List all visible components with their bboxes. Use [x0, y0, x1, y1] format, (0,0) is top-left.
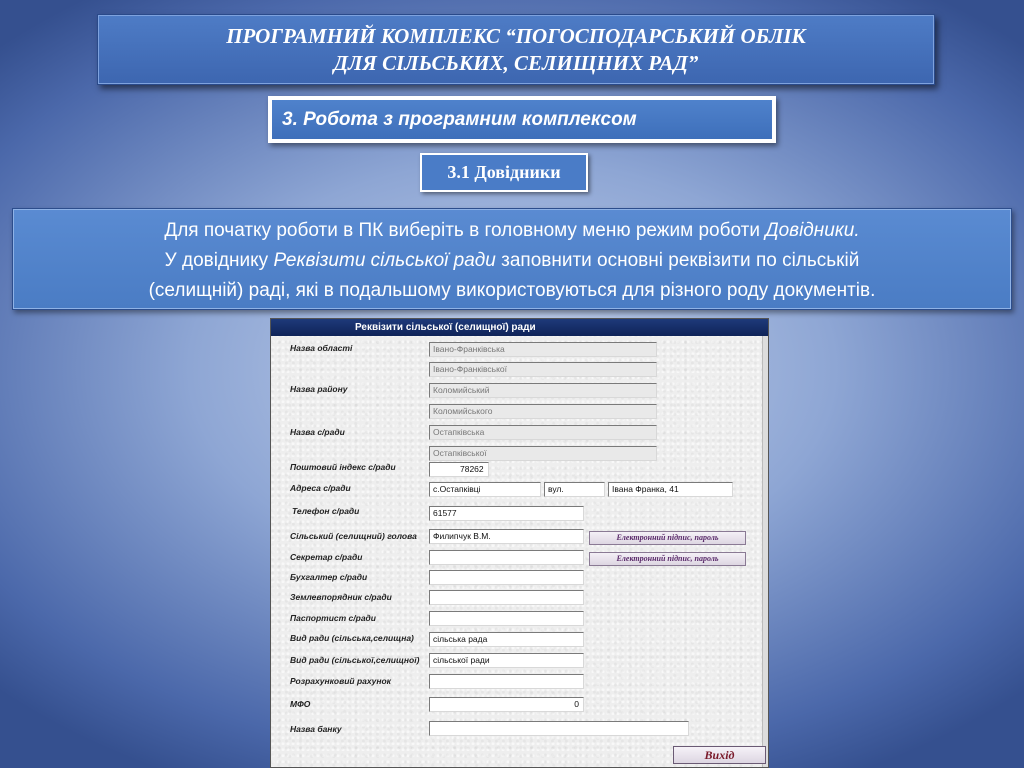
index-field[interactable]: 78262 — [429, 462, 489, 477]
head-signature-button[interactable]: Електронний підпис, пароль — [589, 531, 746, 545]
label-raion: Назва району — [290, 384, 348, 394]
label-secretary: Секретар с/ради — [290, 552, 363, 562]
label-account: Розрахунковий рахунок — [290, 676, 391, 686]
label-phone: Телефон с/ради — [292, 506, 360, 516]
label-head: Сільський (селищний) голова — [290, 531, 417, 541]
desc-line2-italic: Реквізити сільської ради — [273, 250, 496, 271]
raion-genitive-field[interactable]: Коломийського — [429, 404, 657, 419]
requisites-form-window — [270, 318, 769, 768]
label-type2: Вид ради (сільської,селищної) — [290, 655, 420, 665]
phone-field[interactable]: 61577 — [429, 506, 584, 521]
accountant-field[interactable] — [429, 570, 584, 585]
head-field[interactable]: Филипчук В.М. — [429, 529, 584, 544]
rada-genitive-field[interactable]: Остапківської — [429, 446, 657, 461]
raion-field[interactable]: Коломийський — [429, 383, 657, 398]
rada-field[interactable]: Остапківська — [429, 425, 657, 440]
secretary-field[interactable] — [429, 550, 584, 565]
description-text — [12, 208, 1012, 310]
label-mfo: МФО — [290, 699, 311, 709]
label-accountant: Бухгалтер с/ради — [290, 572, 368, 582]
mfo-field[interactable]: 0 — [429, 697, 584, 712]
secretary-signature-button[interactable]: Електронний підпис, пароль — [589, 552, 746, 566]
passport-officer-field[interactable] — [429, 611, 584, 626]
section-heading — [268, 96, 776, 143]
rada-type-genitive-field[interactable]: сільської ради — [429, 653, 584, 668]
slide-title-line1: ПРОГРАМНИЙ КОМПЛЕКС “ПОГОСПОДАРСЬКИЙ ОБЛІК — [226, 24, 806, 48]
desc-line2-end: заповнити основні реквізити по сільській — [495, 250, 860, 271]
form-title-bar: Реквізити сільської (селищної) ради — [271, 319, 768, 336]
desc-line3: (селищній) раді, які в подальшому використовуються для різного роду документів. — [148, 280, 876, 301]
label-address: Адреса с/ради — [290, 483, 351, 493]
land-officer-field[interactable] — [429, 590, 584, 605]
oblast-genitive-field[interactable]: Івано-Франківської — [429, 362, 657, 377]
rada-type-field[interactable]: сільська рада — [429, 632, 584, 647]
address-street-type-field[interactable]: вул. — [544, 482, 605, 497]
slide-title — [97, 14, 935, 85]
desc-line1-text: Для початку роботи в ПК виберіть в головному меню режим роботи — [164, 220, 766, 241]
exit-button[interactable]: Вихід — [673, 746, 766, 764]
address-village-field[interactable]: с.Остапківці — [429, 482, 541, 497]
desc-line2-text: У довіднику — [164, 250, 274, 271]
form-scrollbar[interactable] — [762, 336, 768, 767]
label-index: Поштовий індекс с/ради — [290, 462, 396, 472]
account-field[interactable] — [429, 674, 584, 689]
slide-title-line2: ДЛЯ СІЛЬСЬКИХ, СЕЛИЩНИХ РАД” — [333, 51, 699, 75]
subsection-heading: 3.1 Довідники — [420, 153, 588, 192]
bank-name-field[interactable] — [429, 721, 689, 736]
section-heading-text: 3. Робота з програмним комплексом — [272, 100, 772, 139]
oblast-field[interactable]: Івано-Франківська — [429, 342, 657, 357]
desc-line1-italic: Довідники. — [765, 220, 860, 241]
label-passport: Паспортист с/ради — [290, 613, 376, 623]
label-bank: Назва банку — [290, 724, 342, 734]
address-street-field[interactable]: Івана Франка, 41 — [608, 482, 733, 497]
label-type1: Вид ради (сільська,селищна) — [290, 633, 414, 643]
label-oblast: Назва області — [290, 343, 353, 353]
label-rada: Назва с/ради — [290, 427, 345, 437]
label-land: Землевпорядник с/ради — [290, 592, 392, 602]
